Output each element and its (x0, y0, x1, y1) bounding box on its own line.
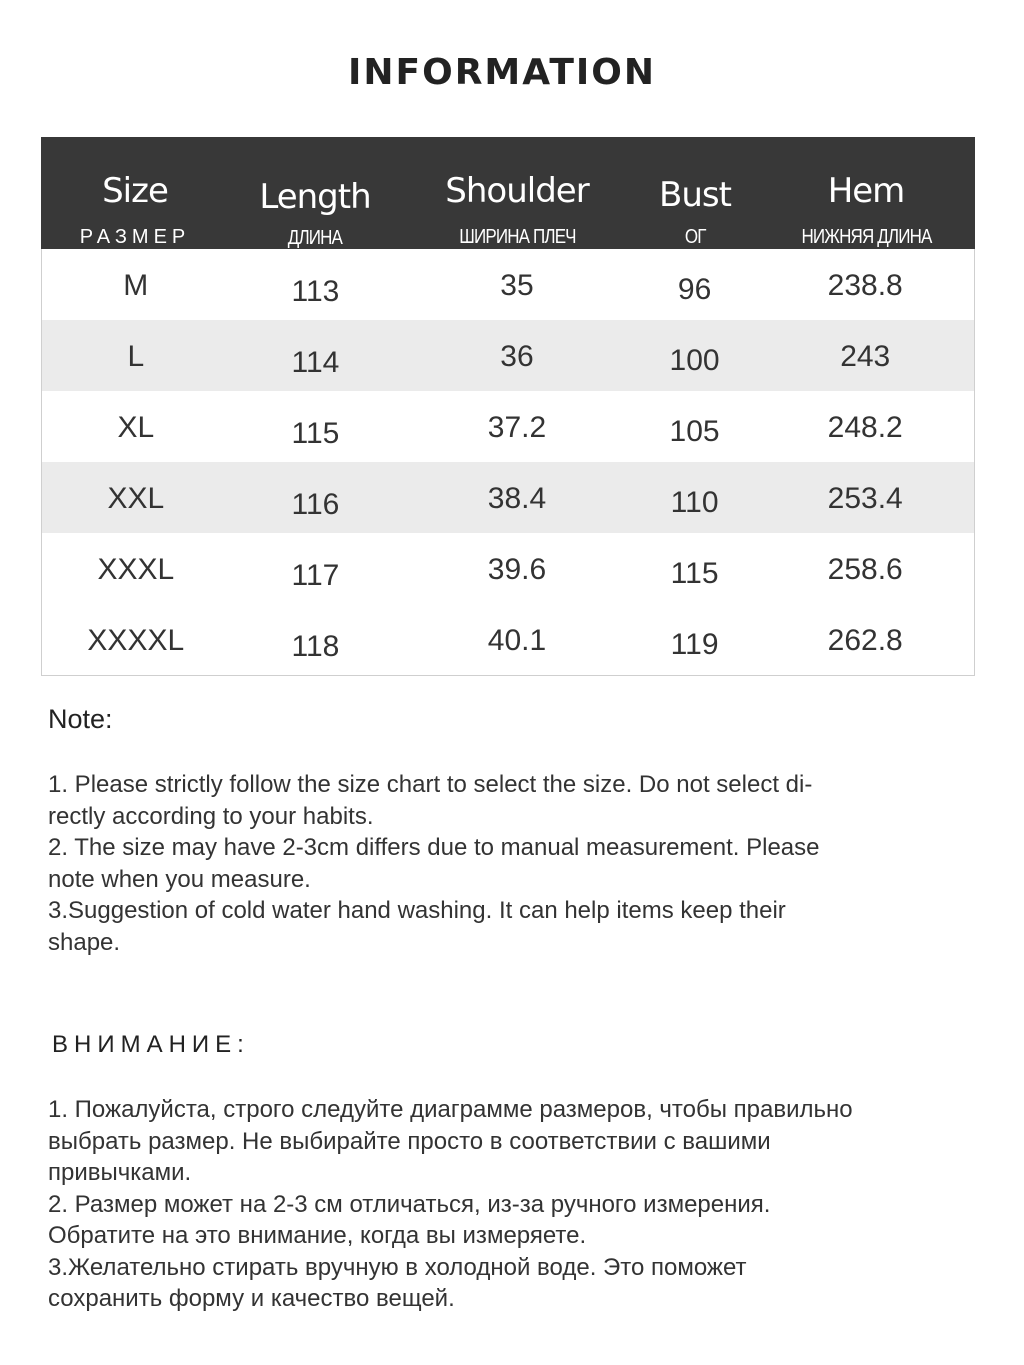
note-line: rectly according to your habits. (48, 802, 374, 830)
notes-russian (48, 1094, 968, 1315)
note-line: 2. Размер может на 2-3 см отличаться, из-за ручного измерения. (48, 1190, 771, 1218)
header-bust (633, 137, 757, 249)
cell-shoulder: 36 (500, 340, 534, 373)
page-title: INFORMATION (347, 52, 656, 93)
cell-hem: 262.8 (827, 624, 903, 657)
note-line: 1. Please strictly follow the size chart to select the size. Do not select di- (48, 771, 813, 798)
header-en: Hem (827, 171, 905, 211)
table-row (42, 462, 974, 533)
cell-length: 114 (291, 346, 340, 379)
note-line: 3.Suggestion of cold water hand washing. It can help items keep their (48, 897, 786, 924)
table-row (42, 249, 974, 320)
table-row (42, 533, 974, 604)
cell-bust: 105 (669, 415, 720, 448)
cell-bust: 115 (670, 557, 719, 590)
header-en: Shoulder (445, 171, 589, 211)
header-en: Size (102, 171, 168, 211)
cell-hem: 258.6 (827, 553, 903, 586)
table-row (42, 320, 974, 391)
cell-shoulder: 35 (500, 269, 534, 302)
cell-hem: 253.4 (827, 482, 903, 515)
note-line: 2. The size may have 2-3cm differs due to manual measurement. Please (48, 834, 820, 861)
cell-length: 116 (291, 488, 340, 521)
cell-size: XXXXL (87, 624, 185, 657)
cell-hem: 238.8 (827, 269, 903, 302)
cell-size: XXXL (97, 553, 175, 586)
cell-size: XXL (107, 482, 165, 515)
cell-length: 115 (291, 417, 340, 450)
cell-size: M (123, 269, 149, 302)
cell-size: L (127, 340, 145, 373)
cell-hem: 243 (840, 340, 891, 373)
note-line: выбрать размер. Не выбирайте просто в соответствии с вашими (48, 1127, 771, 1155)
note-line: note when you measure. (48, 865, 311, 893)
header-size (41, 137, 229, 249)
note-line: привычками. (48, 1159, 192, 1186)
cell-size: XL (117, 411, 155, 444)
header-en: Bust (659, 175, 731, 215)
cell-shoulder: 40.1 (487, 624, 547, 657)
header-ru: НИЖНЯЯ ДЛИНА (800, 226, 932, 248)
table-row (42, 604, 974, 675)
notes-english (48, 769, 968, 958)
header-length (229, 137, 401, 249)
cell-hem: 248.2 (827, 411, 903, 444)
header-shoulder (401, 137, 633, 249)
note-line: shape. (48, 928, 121, 956)
header-en: Length (259, 177, 371, 217)
note-line: сохранить форму и качество вещей. (48, 1285, 455, 1312)
cell-shoulder: 39.6 (487, 553, 547, 586)
cell-shoulder: 37.2 (487, 411, 547, 444)
header-hem (757, 137, 975, 249)
cell-bust: 96 (677, 273, 712, 306)
cell-length: 113 (291, 275, 340, 308)
cell-length: 118 (291, 630, 340, 663)
size-chart-table (41, 137, 975, 676)
attention-heading: ВНИМАНИЕ: (52, 1031, 250, 1058)
cell-length: 117 (291, 559, 340, 592)
header-ru: ШИРИНА ПЛЕЧ (458, 226, 576, 248)
cell-shoulder: 38.4 (487, 482, 547, 515)
header-ru: ОГ (684, 226, 706, 248)
header-ru: ДЛИНА (287, 227, 343, 249)
note-line: Обратите на это внимание, когда вы измеряете. (48, 1222, 587, 1249)
note-heading: Note: (48, 704, 113, 734)
cell-bust: 119 (670, 628, 719, 661)
cell-bust: 110 (670, 486, 719, 519)
note-line: 3.Желательно стирать вручную в холодной воде. Это поможет (48, 1253, 747, 1281)
table-header (41, 137, 975, 249)
header-ru: РАЗМЕР (79, 226, 191, 248)
cell-bust: 100 (669, 344, 720, 377)
note-line: 1. Пожалуйста, строго следуйте диаграмме размеров, чтобы правильно (48, 1096, 853, 1123)
table-row (42, 391, 974, 462)
